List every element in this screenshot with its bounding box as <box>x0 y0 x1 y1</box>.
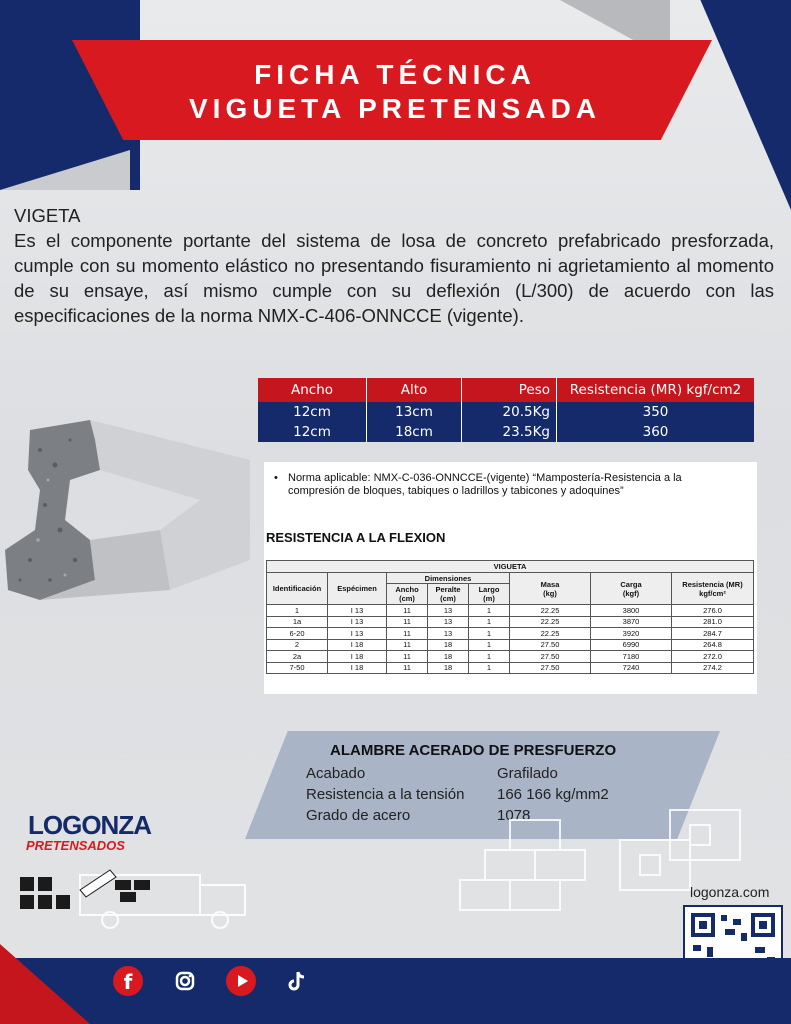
col-largo-label: Largo <box>478 585 500 594</box>
table-cell: 1 <box>469 628 510 640</box>
table-cell: 276.0 <box>672 605 754 617</box>
table-cell: 22.25 <box>510 605 591 617</box>
bullet-icon: • <box>274 472 278 484</box>
table-cell: 2a <box>267 651 328 663</box>
table-cell: 1 <box>469 605 510 617</box>
table-cell: 3870 <box>591 616 672 628</box>
tiktok-icon[interactable] <box>282 966 312 996</box>
website-link[interactable]: logonza.com <box>690 884 770 900</box>
title-line-1: FICHA TÉCNICA <box>254 59 536 90</box>
table-row <box>267 628 754 640</box>
spec-cell: 360 <box>557 422 755 442</box>
company-logo: LOGONZA <box>28 810 151 840</box>
spec-cell: 12cm <box>258 422 367 442</box>
instagram-icon[interactable] <box>170 966 200 996</box>
col-resistencia <box>672 573 754 605</box>
table-cell: 3800 <box>591 605 672 617</box>
alambre-value: 1078 <box>497 807 531 824</box>
alambre-value: Grafilado <box>497 765 558 782</box>
intro-section <box>14 203 774 328</box>
flexion-table-title: VIGUETA <box>267 561 754 573</box>
intro-text: Es el componente portante del sistema de losa de concreto prefabricado presforzada, cumple con su momento elástico no presentando fisuramiento ni agrietamiento al momento de su ensaye, así mismo cumple con su deflexión (L/300) de acuerdo con las especificaciones de la norma NMX-C-406-ONNCCE (vigente). <box>14 230 774 326</box>
table-cell: 11 <box>387 616 428 628</box>
table-cell: 22.25 <box>510 628 591 640</box>
col-ancho-unit: (cm) <box>399 594 415 603</box>
table-row <box>267 651 754 663</box>
spec-cell: 23.5Kg <box>462 422 557 442</box>
table-cell: 22.25 <box>510 616 591 628</box>
alambre-label: Resistencia a la tensión <box>306 786 465 803</box>
flexion-table <box>266 560 754 674</box>
table-cell: 7240 <box>591 662 672 674</box>
intro-label: VIGETA <box>14 205 81 226</box>
col-resistencia-unit: kgf/cm² <box>699 588 726 598</box>
table-cell: 18 <box>428 662 469 674</box>
spec-cell: 13cm <box>367 402 462 422</box>
col-resistencia-label: Resistencia (MR) <box>682 579 743 589</box>
col-carga <box>591 573 672 605</box>
table-cell: 27.50 <box>510 662 591 674</box>
alambre-title: ALAMBRE ACERADO DE PRESFUERZO <box>330 742 617 759</box>
table-cell: 27.50 <box>510 651 591 663</box>
table-row <box>267 605 754 617</box>
table-cell: 11 <box>387 605 428 617</box>
table-cell: 1a <box>267 616 328 628</box>
table-cell: 1 <box>469 639 510 651</box>
table-cell: I 18 <box>328 639 387 651</box>
col-largo <box>469 584 510 605</box>
table-cell: 264.8 <box>672 639 754 651</box>
svg-text:f: f <box>123 970 133 994</box>
table-cell: 272.0 <box>672 651 754 663</box>
company-logo-sub: PRETENSADOS <box>26 838 125 853</box>
col-identificacion: Identificación <box>267 573 328 605</box>
table-cell: 284.7 <box>672 628 754 640</box>
table-row <box>267 639 754 651</box>
youtube-icon[interactable] <box>226 966 256 996</box>
table-cell: 274.2 <box>672 662 754 674</box>
col-masa-unit: (kg) <box>543 588 557 598</box>
col-ancho <box>387 584 428 605</box>
table-cell: 11 <box>387 639 428 651</box>
table-cell: I 18 <box>328 651 387 663</box>
spec-header: Ancho <box>258 378 367 402</box>
spec-cell: 350 <box>557 402 755 422</box>
table-cell: 1 <box>469 616 510 628</box>
table-cell: 1 <box>469 662 510 674</box>
spec-header: Peso <box>462 378 557 402</box>
table-cell: 11 <box>387 628 428 640</box>
table-cell: I 13 <box>328 616 387 628</box>
flexion-table-body <box>267 605 754 674</box>
table-cell: 13 <box>428 628 469 640</box>
alambre-label: Grado de acero <box>306 807 411 824</box>
table-cell: 27.50 <box>510 639 591 651</box>
col-peralte-unit: (cm) <box>440 594 456 603</box>
table-cell: I 18 <box>328 662 387 674</box>
table-cell: I 13 <box>328 605 387 617</box>
spec-header-row <box>258 378 754 402</box>
col-carga-label: Carga <box>620 579 642 589</box>
spec-header: Resistencia (MR) kgf/cm2 <box>557 378 755 402</box>
table-cell: 1 <box>267 605 328 617</box>
table-row <box>267 662 754 674</box>
spec-cell: 20.5Kg <box>462 402 557 422</box>
spec-row <box>258 402 754 422</box>
col-largo-unit: (m) <box>483 594 495 603</box>
norma-text: Norma aplicable: NMX-C-036-ONNCCE-(vigente) “Mampostería-Resistencia a la compresión de bloques, tabiques o ladrillos y tabicones y adoquines” <box>288 472 682 497</box>
facebook-icon[interactable] <box>113 966 143 996</box>
table-cell: 281.0 <box>672 616 754 628</box>
flexion-title: RESISTENCIA A LA FLEXION <box>266 530 446 545</box>
table-cell: 6-20 <box>267 628 328 640</box>
table-cell: 11 <box>387 651 428 663</box>
table-cell: 7180 <box>591 651 672 663</box>
col-dimensiones: Dimensiones <box>387 573 510 584</box>
table-cell: 1 <box>469 651 510 663</box>
table-cell: I 13 <box>328 628 387 640</box>
title-line-2: VIGUETA PRETENSADA <box>188 93 602 124</box>
table-cell: 13 <box>428 605 469 617</box>
alambre-value: 166 166 kg/mm2 <box>497 786 609 803</box>
spec-table <box>258 378 754 442</box>
table-cell: 6990 <box>591 639 672 651</box>
spec-cell: 12cm <box>258 402 367 422</box>
col-masa-label: Masa <box>540 579 560 589</box>
table-cell: 7-50 <box>267 662 328 674</box>
col-peralte <box>428 584 469 605</box>
page-title <box>80 58 710 126</box>
spec-row <box>258 422 754 442</box>
alambre-label: Acabado <box>306 765 366 782</box>
table-cell: 2 <box>267 639 328 651</box>
table-cell: 11 <box>387 662 428 674</box>
table-cell: 13 <box>428 616 469 628</box>
table-cell: 18 <box>428 639 469 651</box>
truck-logo-illustration <box>20 855 260 930</box>
spec-header: Alto <box>367 378 462 402</box>
table-cell: 18 <box>428 651 469 663</box>
vigueta-image <box>0 410 270 620</box>
table-row <box>267 616 754 628</box>
col-especimen: Espécimen <box>328 573 387 605</box>
col-peralte-label: Peralte <box>435 585 461 594</box>
table-cell: 3920 <box>591 628 672 640</box>
col-ancho-label: Ancho <box>395 585 419 594</box>
norma-note <box>274 472 738 498</box>
spec-cell: 18cm <box>367 422 462 442</box>
col-carga-unit: (kgf) <box>622 588 640 598</box>
col-masa <box>510 573 591 605</box>
